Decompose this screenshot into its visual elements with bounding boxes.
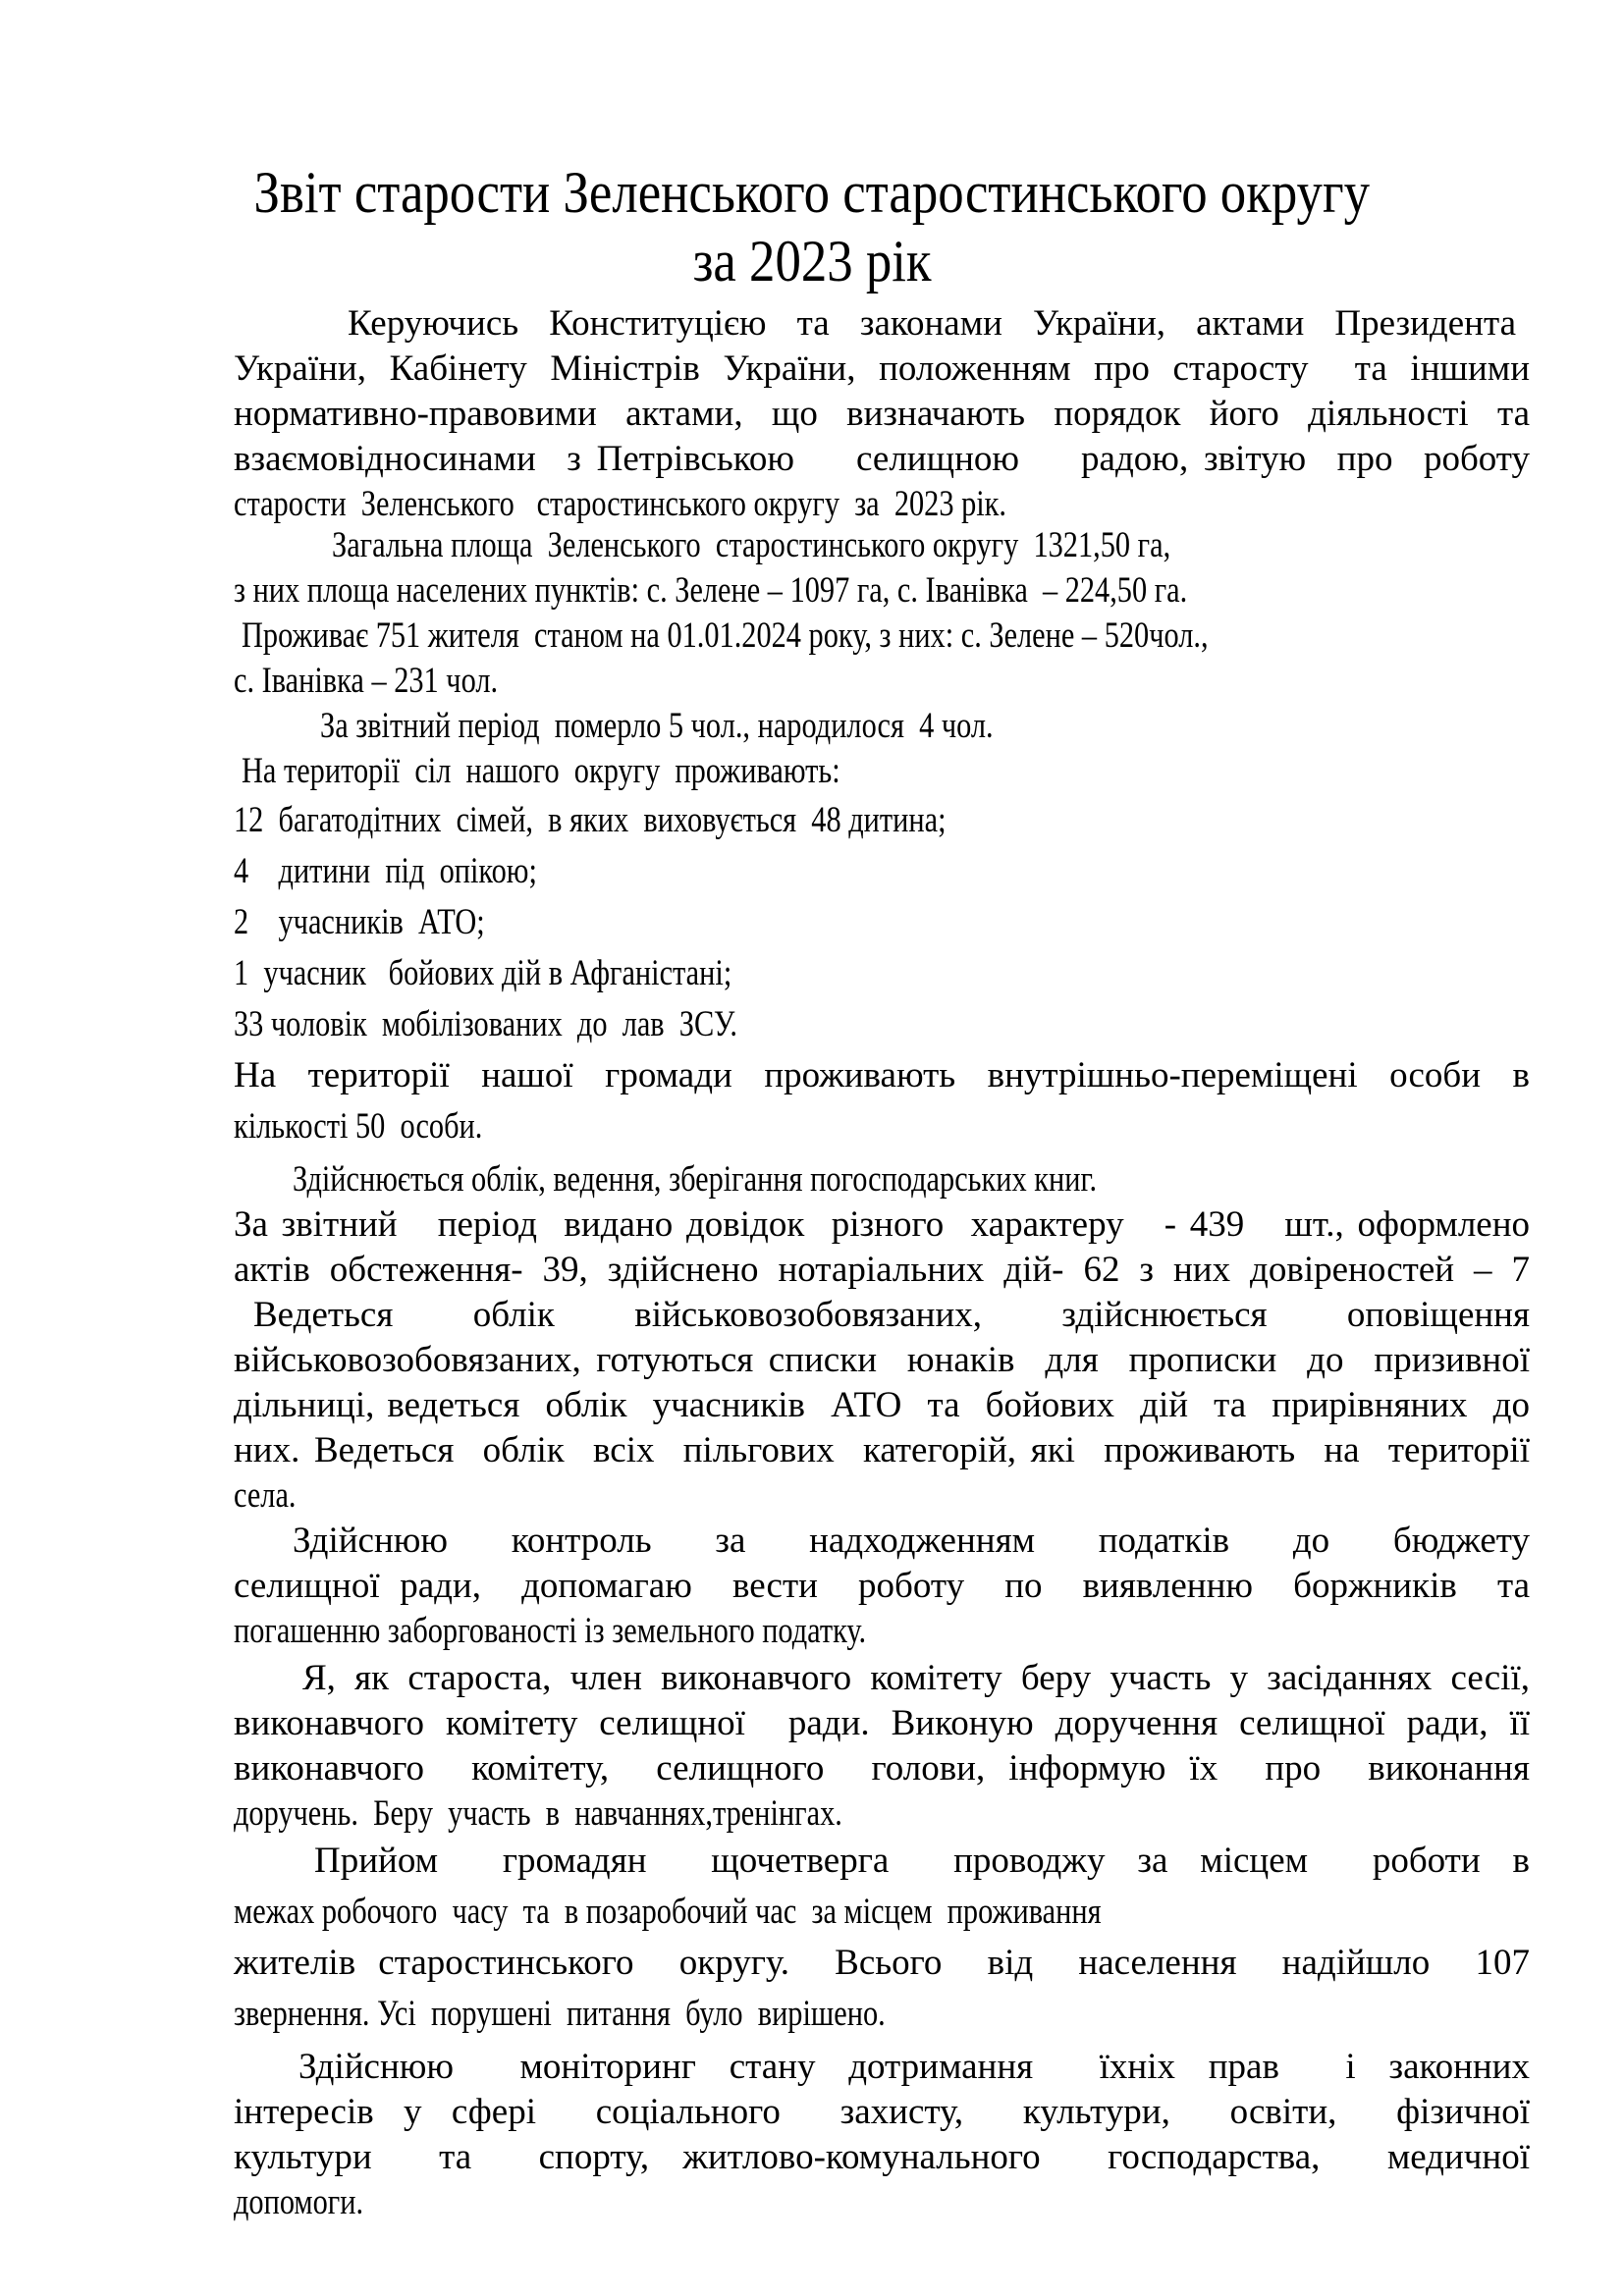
- document-title-line-2: за 2023 рік: [692, 229, 932, 294]
- text-line: інтересів у сфері соціального захисту, культури, освіти, фізичної: [234, 2092, 1530, 2132]
- text-line: звернення. Усі порушені питання було вирішено.: [234, 1994, 886, 2034]
- text-line: них. Ведеться облік всіх пільгових категорій, які проживають на території: [234, 1430, 1530, 1470]
- text-line: селищної ради, допомагаю вести роботу по виявленню боржників та: [234, 1566, 1530, 1606]
- text-line: За звітний період видано довідок різного характеру - 439 шт., оформлено: [234, 1204, 1530, 1245]
- text-line: с. Іванівка – 231 чол.: [234, 661, 499, 701]
- text-line: Керуючись Конституцією та законами України, актами Президента: [348, 303, 1516, 344]
- text-line: України, Кабінету Міністрів України, положенням про старосту та іншими: [234, 348, 1530, 389]
- text-line: Здійснюю моніторинг стану дотримання їхніх прав і законних: [298, 2047, 1530, 2087]
- text-line: виконавчого комітету, селищного голови, інформую їх про виконання: [234, 1748, 1530, 1789]
- text-line: Загальна площа Зеленського старостинського округу 1321,50 га,: [332, 525, 1171, 565]
- text-line: Ведеться облік військовозобовязаних, здійснюється оповіщення: [253, 1295, 1530, 1335]
- list-item: 33 чоловік мобілізованих до лав ЗСУ.: [234, 1004, 737, 1044]
- list-item: 4 дитини під опікою;: [234, 851, 537, 891]
- text-line: доручень. Беру участь в навчаннях,тренінгах.: [234, 1793, 842, 1834]
- document-title-line-1: Звіт старости Зеленського старостинського округу: [253, 160, 1371, 225]
- text-line: дільниці, ведеться облік учасників АТО та бойових дій та прирівняних до: [234, 1385, 1530, 1425]
- list-item: 2 учасників АТО;: [234, 902, 485, 942]
- list-item: 12 багатодітних сімей, в яких виховується 48 дитина;: [234, 800, 947, 840]
- text-line: села.: [234, 1475, 297, 1516]
- text-line: кількості 50 особи.: [234, 1106, 483, 1147]
- text-line: жителів старостинського округу. Всього від населення надійшло 107: [234, 1943, 1530, 1983]
- text-line: з них площа населених пунктів: с. Зелене – 1097 га, с. Іванівка – 224,50 га.: [234, 570, 1188, 611]
- text-line: погашенню заборгованості із земельного податку.: [234, 1611, 867, 1651]
- text-line: старости Зеленського старостинського округу за 2023 рік.: [234, 484, 1007, 524]
- text-line: культури та спорту, житлово-комунального господарства, медичної: [234, 2137, 1530, 2177]
- text-line: виконавчого комітету селищної ради. Виконую доручення селищної ради, її: [234, 1703, 1530, 1743]
- list-item: 1 учасник бойових дій в Афганістані;: [234, 953, 732, 993]
- text-line: актів обстеження- 39, здійснено нотаріальних дій- 62 з них довіреностей – 7: [234, 1250, 1530, 1290]
- text-line: військовозобовязаних, готуються списки юнаків для прописки до призивної: [234, 1340, 1530, 1380]
- text-line: Я, як староста, член виконавчого комітету беру участь у засіданнях сесії,: [302, 1658, 1530, 1698]
- text-line: Здійснюється облік, ведення, зберігання погосподарських книг.: [293, 1159, 1098, 1200]
- text-line: Проживає 751 жителя станом на 01.01.2024 року, з них: с. Зелене – 520чол.,: [242, 615, 1209, 656]
- text-line: нормативно-правовими актами, що визначають порядок його діяльності та: [234, 394, 1530, 434]
- text-line: допомоги.: [234, 2182, 364, 2222]
- text-line: Прийом громадян щочетверга проводжу за місцем роботи в: [314, 1841, 1530, 1881]
- text-line: На території сіл нашого округу проживають:: [242, 751, 840, 791]
- text-line: межах робочого часу та в позаробочий час за місцем проживання: [234, 1892, 1102, 1932]
- text-line: Здійснюю контроль за надходженням податків до бюджету: [293, 1521, 1530, 1561]
- text-line: На території нашої громади проживають внутрішньо-переміщені особи в: [234, 1055, 1530, 1095]
- text-line: За звітний період померло 5 чол., народилося 4 чол.: [320, 706, 994, 746]
- text-line: взаємовідносинами з Петрівською селищною радою, звітую про роботу: [234, 439, 1530, 479]
